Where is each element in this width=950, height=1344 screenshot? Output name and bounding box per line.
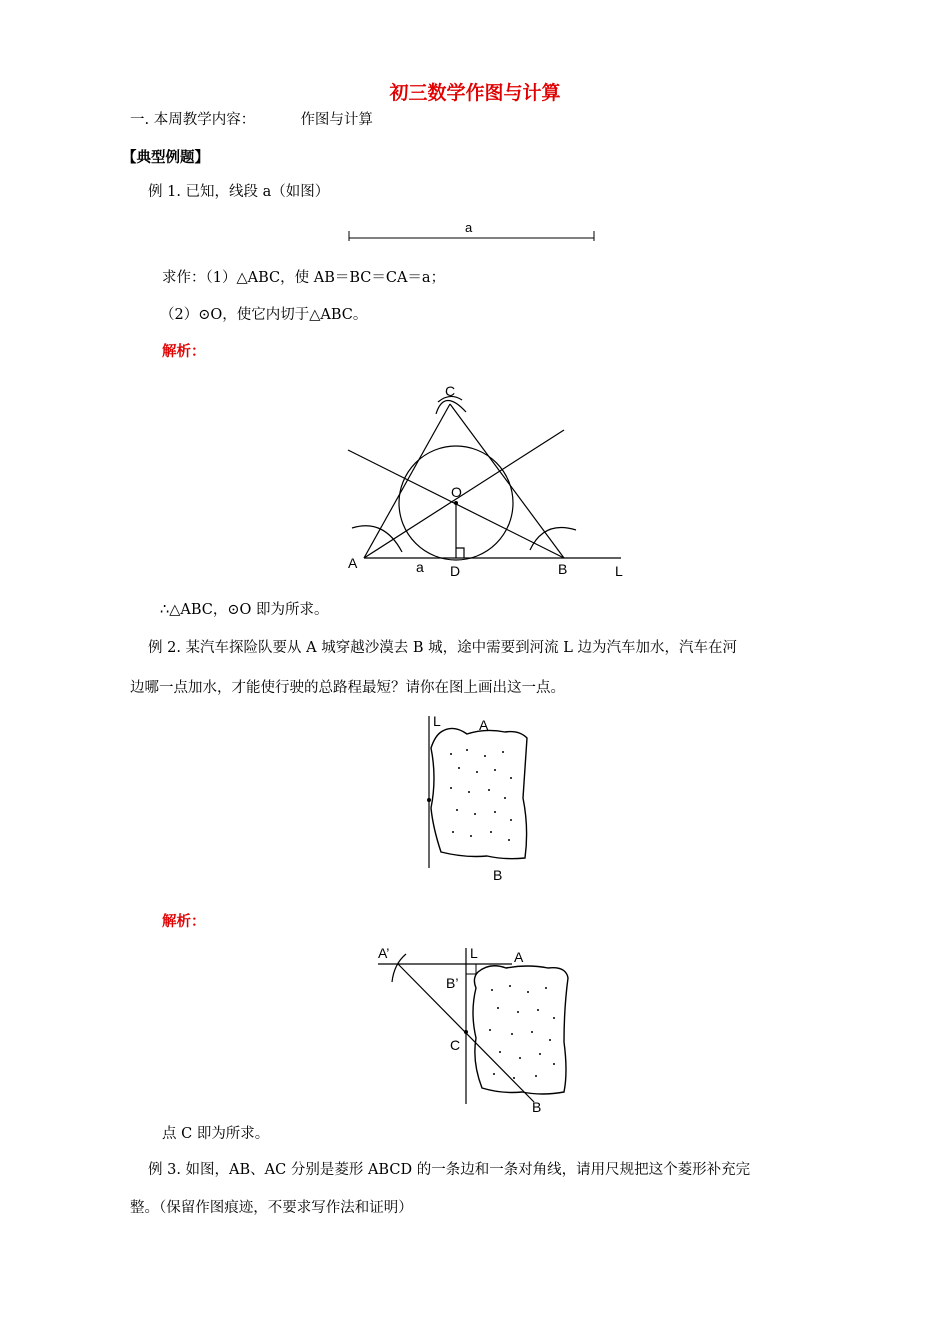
label-B: B	[558, 561, 568, 577]
label-O: O	[451, 484, 462, 500]
side-BC	[450, 404, 564, 558]
reflection-solution-figure	[372, 942, 582, 1117]
segment-a-label: a	[465, 220, 473, 235]
label-A: A	[348, 555, 358, 571]
typical-examples-heading: 【典型例题】	[122, 149, 209, 166]
desert-outline	[473, 966, 568, 1094]
example-2-analysis-label: 解析：	[162, 913, 206, 930]
triangle-incircle-figure	[340, 374, 640, 584]
right-angle-mark	[466, 964, 476, 974]
fig3-label-B-prime: B’	[446, 975, 459, 991]
fig2-label-A: A	[479, 717, 489, 733]
arc-at-A-prime	[392, 954, 406, 982]
example-3-line-2: 整。（保留作图痕迹，不要求写作法和证明）	[130, 1200, 413, 1216]
fig2-label-B: B	[493, 867, 503, 883]
fig3-label-L: L	[470, 945, 478, 961]
arc-at-B	[530, 528, 576, 551]
right-angle-mark	[456, 548, 464, 558]
label-L: L	[615, 563, 623, 579]
example-1-analysis-label: 解析：	[162, 343, 206, 360]
desert-river-figure	[405, 708, 555, 888]
section-topic: 作图与计算	[300, 112, 373, 128]
example-1-requirement-1: 求作：（1）△ABC，使 AB＝BC＝CA＝a；	[162, 270, 446, 286]
label-C: C	[445, 383, 456, 399]
arc-at-C	[436, 400, 466, 414]
example-1-conclusion: ∴△ABC，⊙O 即为所求。	[160, 602, 329, 618]
example-1-stem: 例 1. 已知，线段 a（如图）	[148, 184, 330, 200]
page-title: 初三数学作图与计算	[389, 82, 561, 104]
segment-a-figure	[345, 218, 600, 244]
bisector-from-A	[364, 430, 564, 558]
fig3-label-A-prime: A’	[378, 945, 390, 961]
fig2-label-L: L	[433, 713, 441, 729]
example-2-line-2: 边哪一点加水，才能使行驶的总路程最短？请你在图上画出这一点。	[130, 680, 565, 696]
fig3-label-B: B	[532, 1099, 542, 1115]
example-2-line-1: 例 2. 某汽车探险队要从 A 城穿越沙漠去 B 城，途中需要到河流 L 边为汽车加水，汽车在河	[148, 640, 737, 656]
label-a: a	[416, 559, 424, 575]
section-heading	[130, 108, 373, 129]
desert-dots-2	[489, 985, 555, 1079]
label-D: D	[450, 563, 461, 579]
desert-outline	[431, 728, 527, 858]
section-prefix: 一. 本周教学内容：	[130, 112, 256, 128]
desert-dots	[450, 749, 512, 841]
example-3-line-1: 例 3. 如图，AB、AC 分别是菱形 ABCD 的一条边和一条对角线，请用尺规把这个菱形补充完	[148, 1162, 751, 1178]
example-2-conclusion: 点 C 即为所求。	[162, 1126, 270, 1142]
fig3-label-C: C	[450, 1037, 461, 1053]
example-1-requirement-2: （2）⊙O，使它内切于△ABC。	[160, 307, 368, 323]
fig3-label-A: A	[514, 949, 524, 965]
side-AC	[364, 404, 450, 558]
